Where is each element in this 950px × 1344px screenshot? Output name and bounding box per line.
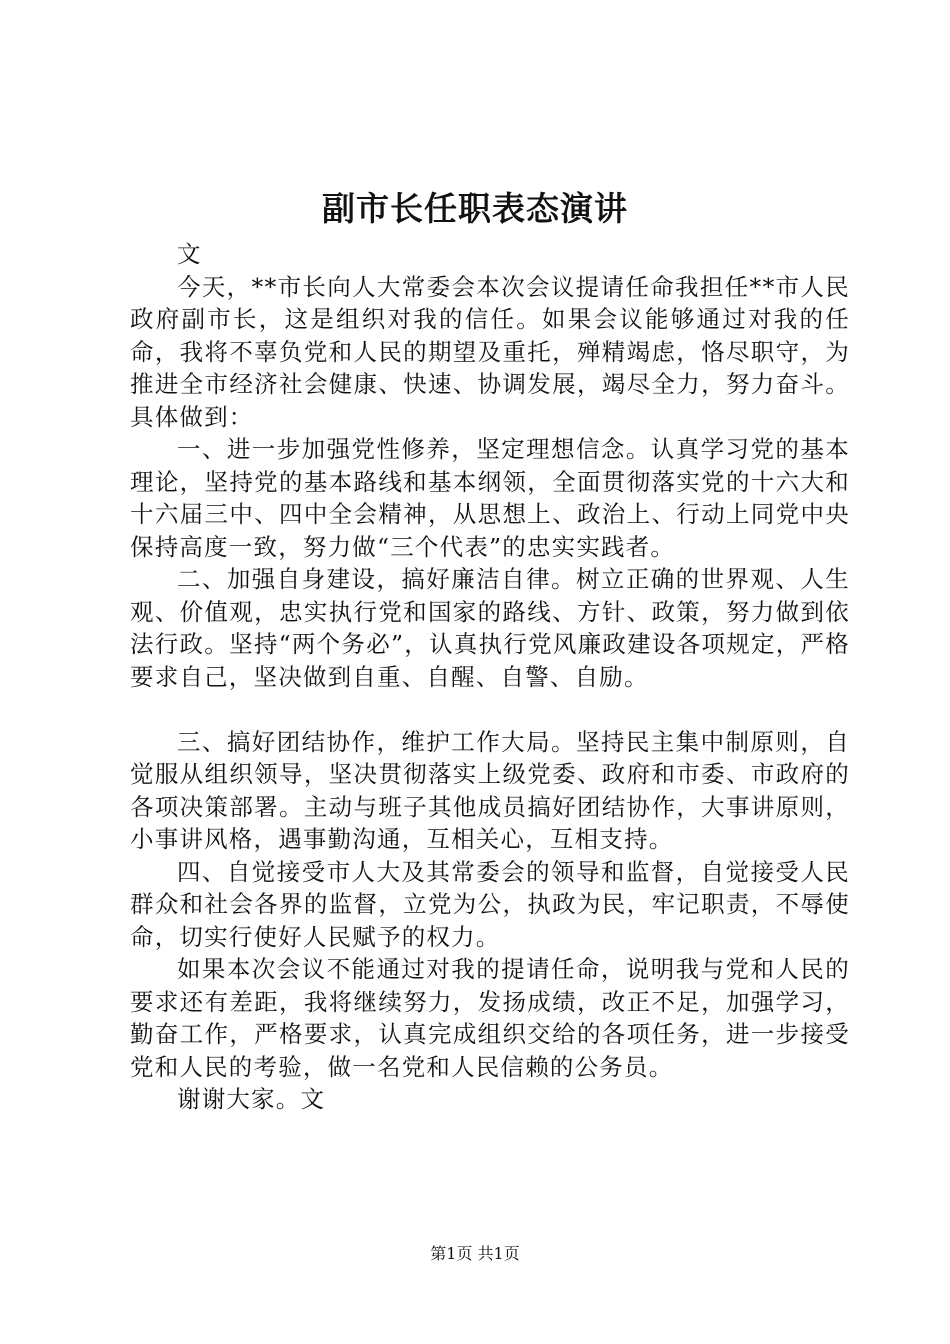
paragraph-intro: 今天，**市长向人大常委会本次会议提请任命我担任**市人民政府副市长，这是组织对我的信任。如果会议能够通过对我的任命，我将不辜负党和人民的期望及重托，殚精竭虑，恪尽职守，为推进全市经济社会健康、快速、协调发展，竭尽全力，努力奋斗。具体做到：	[130, 272, 850, 431]
paragraph-point-2: 二、加强自身建设，搞好廉洁自律。树立正确的世界观、人生观、价值观，忠实执行党和国家的路线、方针、政策，努力做到依法行政。坚持“两个务必”，认真执行党风廉政建设各项规定，严格要求自己，坚决做到自重、自醒、自警、自励。	[130, 565, 850, 691]
paragraph-conclusion: 如果本次会议不能通过对我的提请任命，说明我与党和人民的要求还有差距，我将继续努力，发扬成绩，改正不足，加强学习，勤奋工作，严格要求，认真完成组织交给的各项任务，进一步接受党和人民的考验，做一名党和人民信赖的公务员。	[130, 955, 850, 1081]
document-title: 副市长任职表态演讲	[322, 189, 628, 228]
paragraph-author: 文	[177, 240, 202, 268]
page-number-footer: 第1页 共1页	[430, 1244, 520, 1263]
paragraph-thanks: 谢谢大家。文	[177, 1085, 326, 1113]
paragraph-point-3: 三、搞好团结协作，维护工作大局。坚持民主集中制原则，自觉服从组织领导，坚决贯彻落实上级党委、政府和市委、市政府的各项决策部署。主动与班子其他成员搞好团结协作，大事讲原则，小事讲风格，遇事勤沟通，互相关心，互相支持。	[130, 727, 850, 853]
paragraph-point-4: 四、自觉接受市人大及其常委会的领导和监督，自觉接受人民群众和社会各界的监督，立党为公，执政为民，牢记职责，不辱使命，切实行使好人民赋予的权力。	[130, 857, 850, 951]
paragraph-point-1: 一、进一步加强党性修养，坚定理想信念。认真学习党的基本理论，坚持党的基本路线和基本纲领，全面贯彻落实党的十六大和十六届三中、四中全会精神，从思想上、政治上、行动上同党中央保持高度一致，努力做“三个代表”的忠实实践者。	[130, 435, 850, 561]
document-body	[130, 238, 850, 1116]
